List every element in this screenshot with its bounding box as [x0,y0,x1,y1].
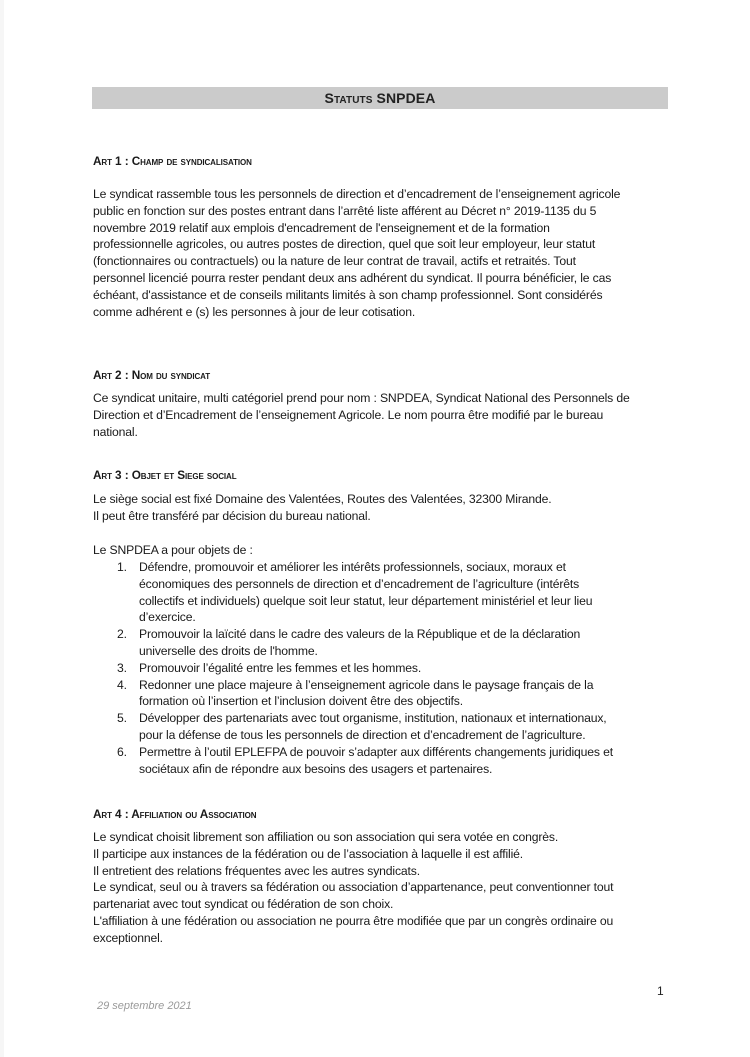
list-number: 1. [117,560,127,574]
list-number: 3. [117,660,127,675]
text-line: échéant, d'assistance et de conseils militants limités à son champ professionnel. Sont considérés [93,287,603,302]
list-item [93,559,668,626]
text-line: Promouvoir la laïcité dans le cadre des valeurs de la République et de la déclaration [139,627,581,642]
document-title: Statuts SNPDEA [92,87,668,109]
article-1-paragraph [93,186,668,320]
text-line: personnel licencié pourra rester pendant deux ans adhérent du syndicat. Il pourra bénéficier, le cas [93,270,612,285]
page-number: 1 [657,984,664,998]
list-item [93,626,668,660]
text-line: Direction et d’Encadrement de l’enseignement Agricole. Le nom pourra être modifié par le bureau [93,407,604,422]
text-line: partenariat avec tout syndicat ou fédération de son choix. [93,897,394,912]
objectives-list [93,559,668,777]
text-line: Le syndicat rassemble tous les personnels de direction et d’encadrement de l’enseignement agricole [93,187,621,201]
text-line: L'affiliation à une fédération ou association ne pourra être modifiée que par un congrès ordinaire ou [93,913,614,928]
article-3-heading: Art 3 : Objet et Siege social [93,468,237,482]
list-number: 2. [117,627,127,642]
list-number: 6. [117,744,127,759]
text-line: comme adhérent e (s) les personnes à jour de leur cotisation. [93,304,416,319]
text-line: Le siège social est fixé Domaine des Valentées, Routes des Valentées, 32300 Mirande. [93,492,552,506]
text-line: d’exercice. [139,610,196,625]
text-line: Défendre, promouvoir et améliorer les intérêts professionnels, sociaux, moraux et [139,560,566,574]
footer-date: 29 septembre 2021 [97,1000,192,1012]
list-item [93,744,668,778]
article-4-paragraph [93,829,668,947]
text-line: Développer des partenariats avec tout organisme, institution, nationaux et internationaux, [139,711,607,726]
text-line: Ce syndicat unitaire, multi catégoriel prend pour nom : SNPDEA, Syndicat National des Personnels de [93,391,630,405]
text-line: collectifs et individuels) quelque soit leur statut, leur département ministériel et leur lieu [139,593,593,608]
text-line: novembre 2019 relatif aux emplois d'encadrement de l'enseignement et de la formation [93,220,550,235]
text-line: Redonner une place majeure à l’enseignement agricole dans le paysage français de la [139,677,594,692]
text-line: formation où l’insertion et l’inclusion doivent être des objectifs. [139,694,463,709]
list-number: 5. [117,711,127,726]
text-line: national. [93,424,138,439]
text-line: pour la défense de tous les personnels de direction et d’encadrement de l’agriculture. [139,727,586,742]
list-number: 4. [117,677,127,692]
text-line: Le syndicat, seul ou à travers sa fédération ou association d’appartenance, peut conventionner tout [93,880,614,895]
text-line: Le SNPDEA a pour objets de : [93,543,253,557]
text-line: économiques des personnels de direction et d’encadrement de l’agriculture (intérêts [139,576,580,591]
text-line: Le syndicat choisit librement son affiliation ou son association qui sera votée en congrès. [93,830,559,844]
article-2-paragraph [93,390,668,440]
text-line: Permettre à l’outil EPLEFPA de pouvoir s’adapter aux différents changements juridiques et [139,744,613,759]
text-line: Promouvoir l’égalité entre les femmes et les hommes. [139,660,422,675]
list-item [93,660,668,677]
article-3-paragraph-2 [93,542,668,559]
article-2-heading: Art 2 : Nom du syndicat [93,368,211,382]
text-line: (fonctionnaires ou contractuels) ou la nature de leur contrat de travail, actifs et retraités. Tout [93,254,576,269]
article-3-paragraph-1 [93,491,668,525]
text-line: exceptionnel. [93,930,163,945]
text-line: universelle des droits de l'homme. [139,643,318,658]
article-1-heading: Art 1 : Champ de syndicalisation [93,154,252,168]
list-item [93,677,668,711]
text-line: sociétaux afin de répondre aux besoins des usagers et partenaires. [139,761,493,776]
text-line: Il participe aux instances de la fédération ou de l’association à laquelle il est affilié. [93,846,524,861]
text-line: public en fonction sur des postes entrant dans l’arrêté liste afférent au Décret n° 2019-1135 du 5 [93,203,597,218]
text-line: Il peut être transféré par décision du bureau national. [93,508,371,523]
text-line: Il entretient des relations fréquentes avec les autres syndicats. [93,863,420,878]
text-line: professionnelle agricoles, ou autres postes de direction, quel que soit leur employeur, leur statut [93,237,596,252]
article-4-heading: Art 4 : Affiliation ou Association [93,807,257,821]
list-item [93,710,668,744]
